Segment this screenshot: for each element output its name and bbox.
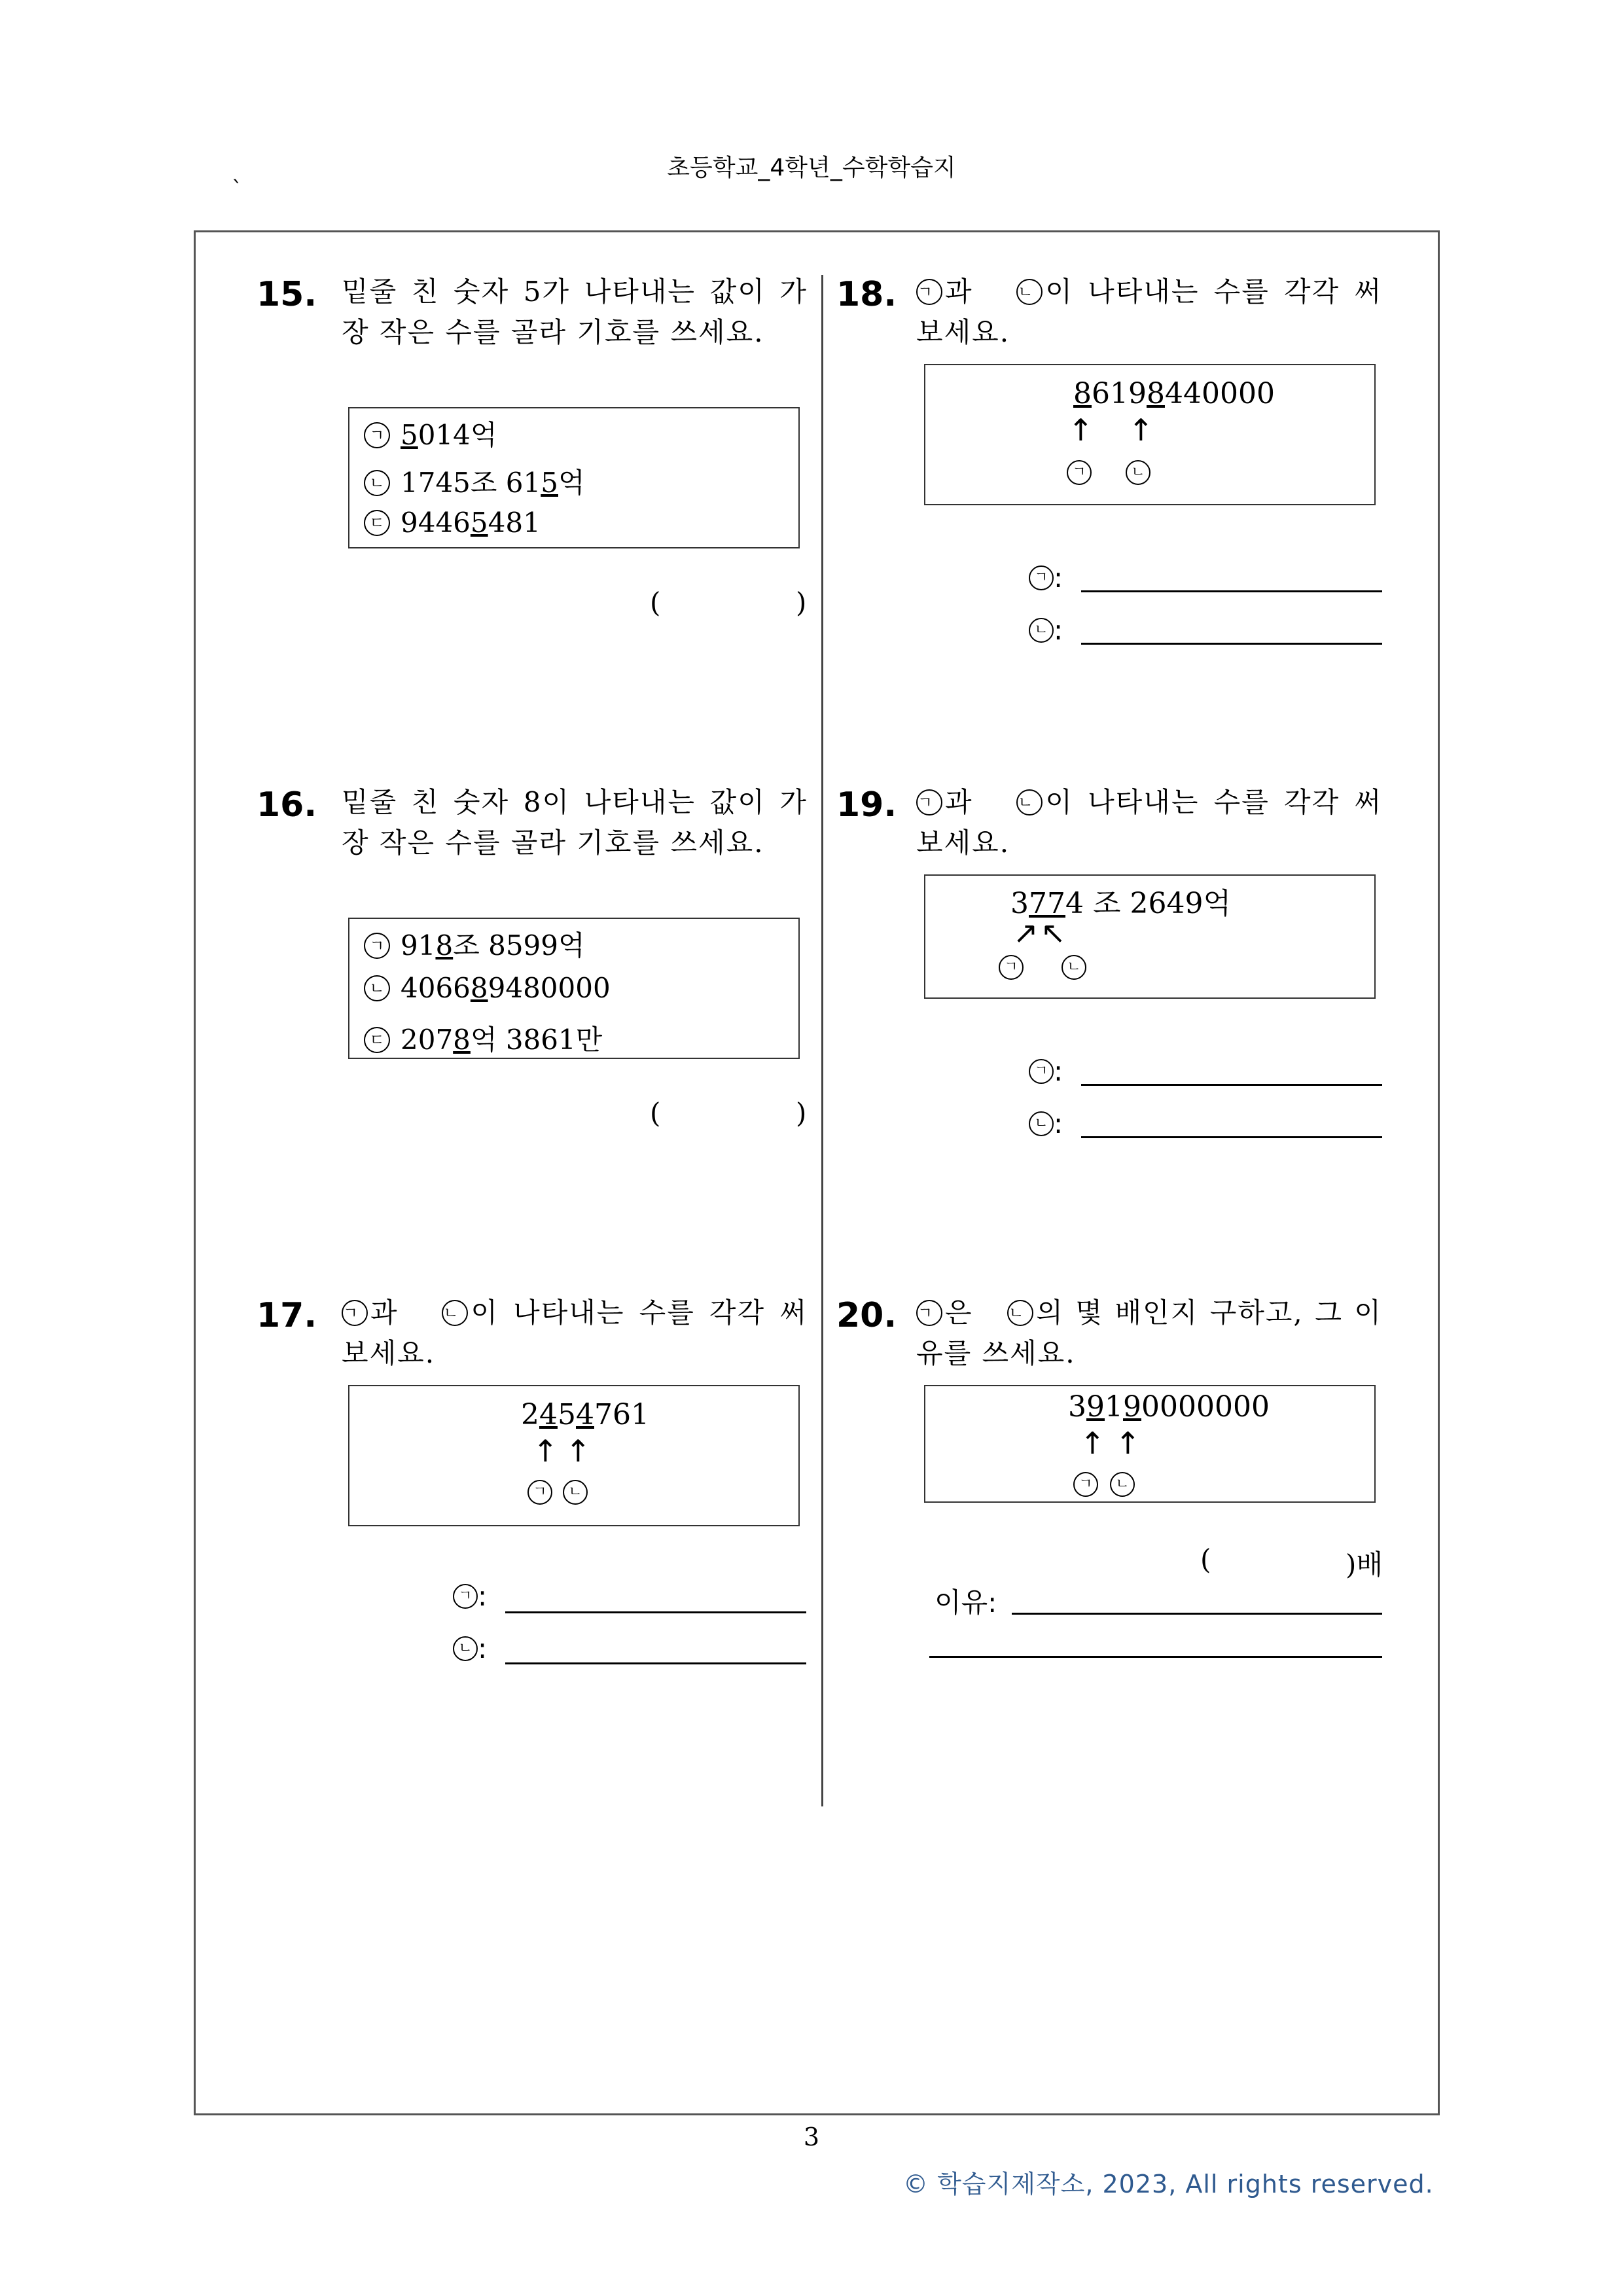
question-16-options-box <box>348 918 800 1059</box>
question-16-text: 밑줄 친 숫자 8이 나타내는 값이 가장 작은 수를 골라 기호를 쓰세요. <box>342 786 808 859</box>
circled-giyeok-icon: ㄱ <box>1029 1059 1054 1084</box>
column-divider <box>821 275 823 1806</box>
circled-nieun-icon: ㄴ <box>1029 618 1054 643</box>
answer-paren-close: )배 <box>1346 1549 1383 1581</box>
question-20-figure-box <box>924 1385 1376 1503</box>
page-header-title: 초등학교_4학년_수학학습지 <box>667 154 956 181</box>
circled-giyeok-icon: ㄱ <box>916 1300 942 1326</box>
answer-line-b[interactable] <box>1081 643 1382 645</box>
question-20-number: 20. <box>836 1296 897 1335</box>
question-19-figure-box <box>924 874 1376 999</box>
circled-giyeok-icon: ㄱ <box>342 1300 368 1326</box>
circled-giyeok-icon: ㄱ <box>916 279 942 305</box>
up-arrow-icon: ↑ <box>533 1433 558 1469</box>
option-b: ㄴ 406689480000 <box>364 972 611 1004</box>
answer-line-a[interactable] <box>1081 1084 1382 1086</box>
option-b: ㄴ 1745조 615억 <box>364 461 585 501</box>
circled-nieun-icon: ㄴ <box>1110 1472 1135 1497</box>
circled-giyeok-icon: ㄱ <box>364 933 390 959</box>
answer-paren-open: ( <box>650 586 661 619</box>
question-20-text: ㄱ 은 ㄴ 의 몇 배인지 구하고, 그 이유를 쓰세요. <box>916 1297 1382 1369</box>
circled-giyeok-icon: ㄱ <box>527 1480 552 1505</box>
answer-label-b: ㄴ : <box>1029 614 1063 646</box>
circled-nieun-icon: ㄴ <box>364 470 390 496</box>
circled-giyeok-icon: ㄱ <box>1067 460 1092 485</box>
circled-giyeok-icon: ㄱ <box>364 422 390 448</box>
question-17-figure-box <box>348 1385 800 1526</box>
figure-number: 3774 조 2649억 <box>1010 887 1231 920</box>
figure-number: 2454761 <box>521 1398 649 1431</box>
question-15-number: 15. <box>257 275 317 314</box>
up-arrow-icon: ↑ <box>1068 412 1094 448</box>
question-17-number: 17. <box>257 1296 317 1335</box>
up-right-arrow-icon: ↗ <box>1013 915 1039 950</box>
answer-label-a: ㄱ : <box>453 1580 487 1612</box>
stray-mark: ` <box>232 177 243 203</box>
page-number: 3 <box>803 2123 820 2151</box>
answer-label-b: ㄴ : <box>1029 1107 1063 1139</box>
reason-line-2[interactable] <box>929 1656 1382 1658</box>
figure-label-a <box>1067 462 1092 487</box>
question-18-number: 18. <box>836 275 897 314</box>
answer-paren-close: ) <box>796 586 807 619</box>
up-left-arrow-icon: ↖ <box>1041 915 1066 950</box>
figure-number: 39190000000 <box>1068 1390 1270 1424</box>
question-19-text: ㄱ 과 ㄴ 이 나타내는 수를 각각 써 보세요. <box>916 786 1382 859</box>
circled-giyeok-icon: ㄱ <box>999 955 1024 980</box>
figure-label-b <box>1110 1474 1135 1499</box>
question-18-figure-box <box>924 364 1376 505</box>
circled-nieun-icon: ㄴ <box>1007 1300 1033 1326</box>
circled-digeut-icon: ㄷ <box>364 510 390 536</box>
up-arrow-icon: ↑ <box>1115 1426 1141 1461</box>
up-arrow-icon: ↑ <box>1080 1426 1105 1461</box>
answer-line-a[interactable] <box>1081 590 1382 592</box>
figure-label-b <box>1061 957 1086 982</box>
circled-nieun-icon: ㄴ <box>442 1300 468 1326</box>
option-c: ㄷ 94465481 <box>364 507 541 539</box>
circled-nieun-icon: ㄴ <box>1016 279 1043 305</box>
option-c: ㄷ 2078억 3861만 <box>364 1018 602 1058</box>
circled-giyeok-icon: ㄱ <box>1073 1472 1098 1497</box>
circled-digeut-icon: ㄷ <box>364 1027 390 1053</box>
up-arrow-icon: ↑ <box>1128 412 1154 448</box>
answer-line-b[interactable] <box>505 1662 806 1664</box>
circled-nieun-icon: ㄴ <box>453 1636 478 1661</box>
answer-label-a: ㄱ : <box>1029 1055 1063 1087</box>
figure-label-a <box>527 1482 552 1507</box>
circled-nieun-icon: ㄴ <box>1029 1111 1054 1136</box>
question-16-number: 16. <box>257 785 317 825</box>
circled-nieun-icon: ㄴ <box>364 975 390 1001</box>
circled-nieun-icon: ㄴ <box>563 1480 588 1505</box>
answer-paren-open: ( <box>650 1097 661 1129</box>
circled-nieun-icon: ㄴ <box>1126 460 1150 485</box>
option-a: ㄱ 5014억 <box>364 414 497 453</box>
figure-label-b <box>563 1482 588 1507</box>
figure-number: 86198440000 <box>1073 377 1275 410</box>
question-19-number: 19. <box>836 785 897 825</box>
answer-line-a[interactable] <box>505 1611 806 1613</box>
reason-line-1[interactable] <box>1012 1613 1382 1615</box>
question-15-options-box <box>348 407 800 548</box>
circled-nieun-icon: ㄴ <box>1016 789 1043 816</box>
circled-giyeok-icon: ㄱ <box>453 1584 478 1609</box>
answer-label-b: ㄴ : <box>453 1632 487 1664</box>
circled-nieun-icon: ㄴ <box>1061 955 1086 980</box>
figure-label-a <box>1073 1474 1098 1499</box>
circled-giyeok-icon: ㄱ <box>916 789 942 816</box>
copyright-notice: © 학습지제작소, 2023, All rights reserved. <box>903 2170 1434 2198</box>
up-arrow-icon: ↑ <box>565 1433 591 1469</box>
answer-line-b[interactable] <box>1081 1136 1382 1138</box>
question-17-text: ㄱ 과 ㄴ 이 나타내는 수를 각각 써 보세요. <box>342 1297 808 1369</box>
answer-paren-open: ( <box>1200 1543 1211 1575</box>
reason-label: 이유: <box>935 1587 997 1619</box>
option-a: ㄱ 918조 8599억 <box>364 924 585 963</box>
figure-label-b <box>1126 462 1150 487</box>
question-15-text: 밑줄 친 숫자 5가 나타내는 값이 가장 작은 수를 골라 기호를 쓰세요. <box>342 276 808 348</box>
question-18-text: ㄱ 과 ㄴ 이 나타내는 수를 각각 써 보세요. <box>916 276 1382 348</box>
answer-label-a: ㄱ : <box>1029 562 1063 594</box>
answer-paren-close: ) <box>796 1097 807 1129</box>
circled-giyeok-icon: ㄱ <box>1029 565 1054 590</box>
figure-label-a <box>999 957 1024 982</box>
